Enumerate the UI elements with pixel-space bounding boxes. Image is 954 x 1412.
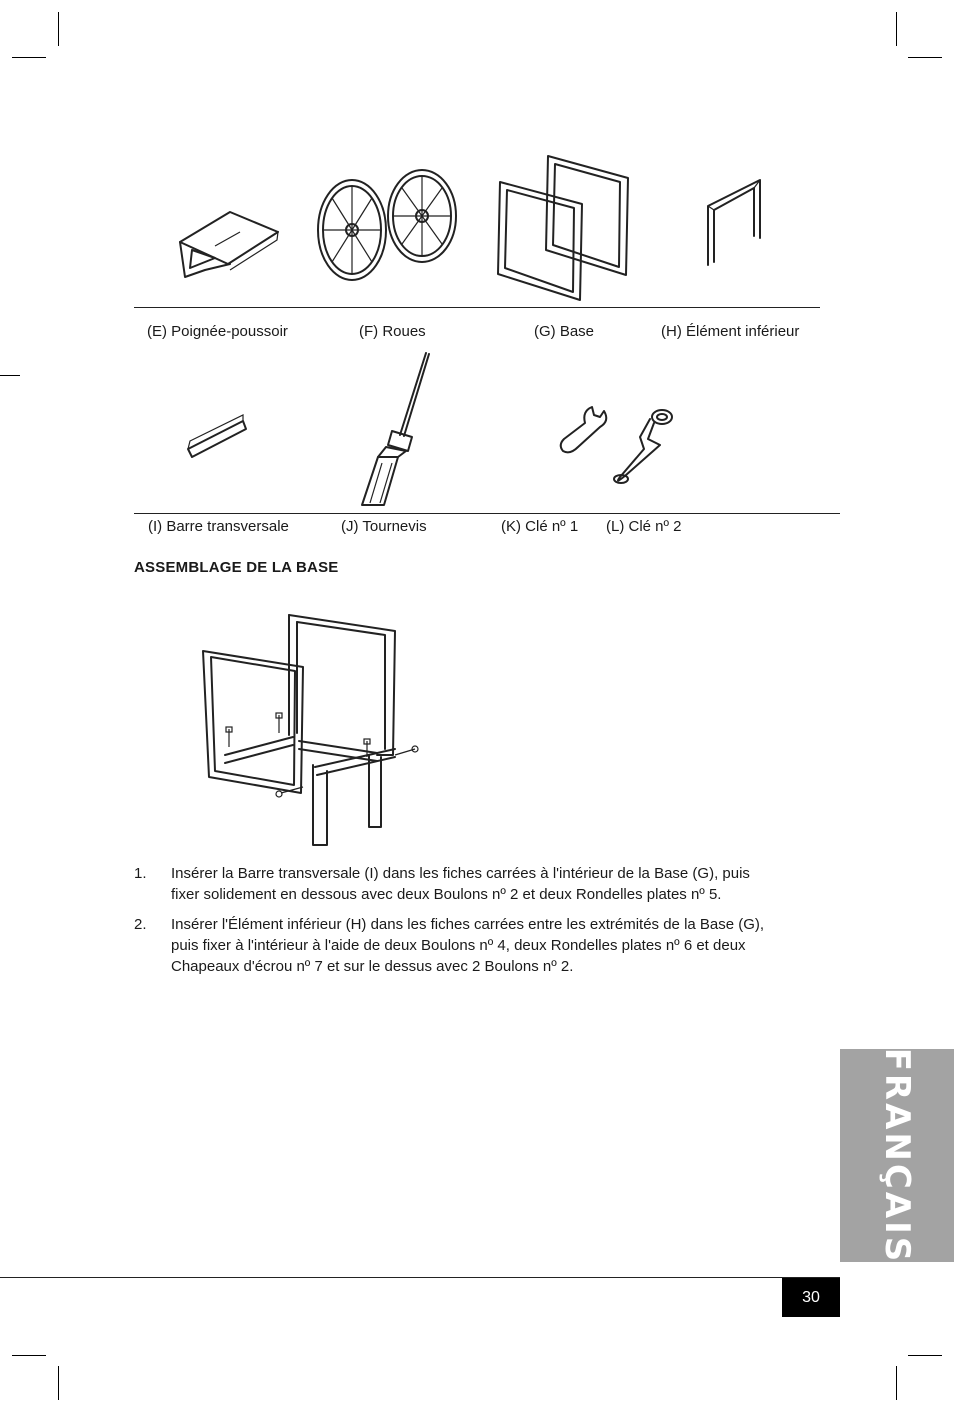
row1-divider [134, 307, 820, 308]
part-label-f: (F) Roues [359, 323, 426, 340]
part-label-g: (G) Base [534, 323, 595, 340]
instruction-step-2 [134, 914, 774, 977]
wrench-1-icon [561, 407, 607, 452]
push-handle-icon [180, 212, 278, 277]
section-heading: ASSEMBLAGE DE LA BASE [134, 559, 339, 576]
step-text: Insérer l'Élément inférieur (H) dans les fiches carrées entre les extrémités de la Base (G), puis fixer à l'intérieur à l'aide de deux Boulons nº 4, deux Rondelles plates nº 6 et deux Chapeaux d'écrou nº 7 et sur le dessus avec 2 Boulons nº 2. [171, 916, 765, 975]
wheels-icon [318, 170, 456, 280]
crop-mark [908, 1355, 942, 1356]
step-text: Insérer la Barre transversale (I) dans les fiches carrées à l'intérieur de la Base (G), puis fixer solidement en dessous avec deux Boulons nº 2 et deux Rondelles plates nº 5. [171, 865, 750, 903]
crop-mark [908, 57, 942, 58]
wrench-2-icon [614, 410, 672, 483]
part-label-e: (E) Poignée-poussoir [147, 323, 288, 340]
base-frames-icon [498, 156, 628, 300]
crop-mark [12, 57, 46, 58]
step-number: 2. [134, 916, 147, 933]
part-label-h: (H) Élément inférieur [661, 323, 800, 340]
part-label-j: (J) Tournevis [341, 518, 427, 535]
base-assembly-illustration [195, 605, 425, 855]
language-tab-label: FRANÇAIS [877, 1047, 917, 1264]
crop-mark [0, 375, 20, 376]
row2-divider [134, 513, 840, 514]
crop-mark [58, 1366, 59, 1400]
parts-row2-illustration [130, 345, 830, 515]
instruction-step-1 [134, 863, 774, 905]
crop-mark [896, 12, 897, 46]
crop-mark [896, 1366, 897, 1400]
cross-bar-icon [188, 415, 246, 457]
lower-element-icon [708, 180, 760, 265]
page-number: 30 [782, 1278, 840, 1317]
part-label-l: (L) Clé nº 2 [606, 518, 682, 535]
language-tab [840, 1049, 954, 1262]
screwdriver-icon [362, 353, 429, 505]
step-number: 1. [134, 865, 147, 882]
crop-mark [58, 12, 59, 46]
footer-rule [0, 1277, 840, 1278]
crop-mark [12, 1355, 46, 1356]
part-label-i: (I) Barre transversale [148, 518, 289, 535]
parts-row1-illustration [130, 140, 830, 310]
part-label-k: (K) Clé nº 1 [501, 518, 579, 535]
